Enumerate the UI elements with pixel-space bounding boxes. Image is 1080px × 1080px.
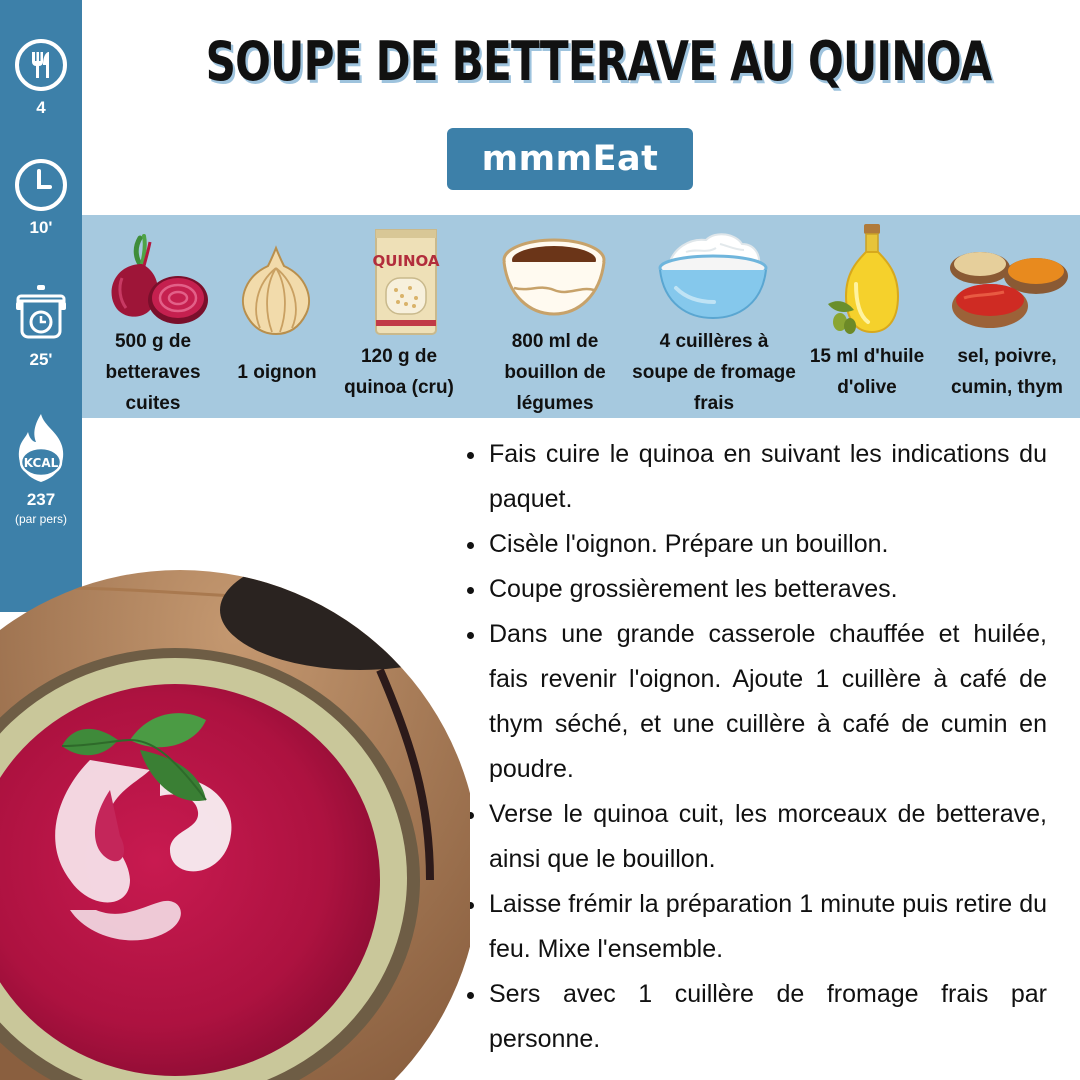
recipe-step: Verse le quinoa cuit, les morceaux de betterave, ainsi que le bouillon. bbox=[465, 792, 1047, 882]
ingredient-label-quinoa: 120 g de quinoa (cru) bbox=[344, 346, 454, 398]
olive-oil-icon bbox=[826, 222, 916, 340]
soup-bowl-photo bbox=[0, 440, 470, 1080]
servings-value: 4 bbox=[36, 98, 46, 117]
svg-text:KCAL: KCAL bbox=[23, 456, 59, 470]
recipe-step: Dans une grande casserole chauffée et huilée, fais revenir l'oignon. Ajoute 1 cuillère à café de thym séché, et une cuillère à café de cumin en poudre. bbox=[465, 612, 1047, 792]
svg-text:QUINOA: QUINOA bbox=[372, 252, 440, 270]
recipe-step: Laisse frémir la préparation 1 minute puis retire du feu. Mixe l'ensemble. bbox=[465, 882, 1047, 972]
spices-icon bbox=[944, 240, 1072, 336]
ingredient-label-beetroot: 500 g de betteraves cuites bbox=[105, 331, 201, 414]
recipe-step: Sers avec 1 cuillère de fromage frais par personne. bbox=[465, 972, 1047, 1062]
broth-bowl-icon bbox=[500, 236, 608, 320]
clock-icon bbox=[14, 158, 68, 212]
servings-stat bbox=[0, 38, 82, 118]
ingredient-label-onion: 1 oignon bbox=[237, 362, 317, 383]
recipe-title: SOUPE DE BETTERAVE AU QUINOA bbox=[205, 30, 992, 93]
ingredient-label-spices: sel, poivre, cumin, thym bbox=[951, 346, 1063, 398]
prep-time-value: 10' bbox=[29, 218, 53, 237]
cook-time-stat bbox=[0, 282, 82, 370]
recipe-steps-list bbox=[465, 432, 1047, 1062]
ingredient-label-olive-oil: 15 ml d'huile d'olive bbox=[809, 346, 925, 398]
beetroot-icon bbox=[100, 228, 212, 330]
quinoa-pack-icon bbox=[372, 226, 440, 336]
calories-value: 237 bbox=[26, 490, 56, 509]
recipe-step: Coupe grossièrement les betteraves. bbox=[465, 567, 1047, 612]
recipe-step: Cisèle l'oignon. Prépare un bouillon. bbox=[465, 522, 1047, 567]
ingredient-label-broth: 800 ml de bouillon de légumes bbox=[504, 331, 606, 414]
cooking-pot-icon bbox=[10, 282, 72, 344]
calories-note: (par pers) bbox=[14, 512, 67, 526]
prep-time-stat bbox=[0, 158, 82, 238]
onion-icon bbox=[236, 244, 316, 336]
ingredient-label-cream-cheese: 4 cuillères à soupe de fromage frais bbox=[632, 331, 796, 414]
fork-knife-icon bbox=[14, 38, 68, 92]
brand-logo: mmmEat bbox=[447, 128, 693, 190]
recipe-step: Fais cuire le quinoa en suivant les indications du paquet. bbox=[465, 432, 1047, 522]
cream-cheese-bowl-icon bbox=[656, 228, 770, 324]
cook-time-value: 25' bbox=[29, 350, 53, 369]
